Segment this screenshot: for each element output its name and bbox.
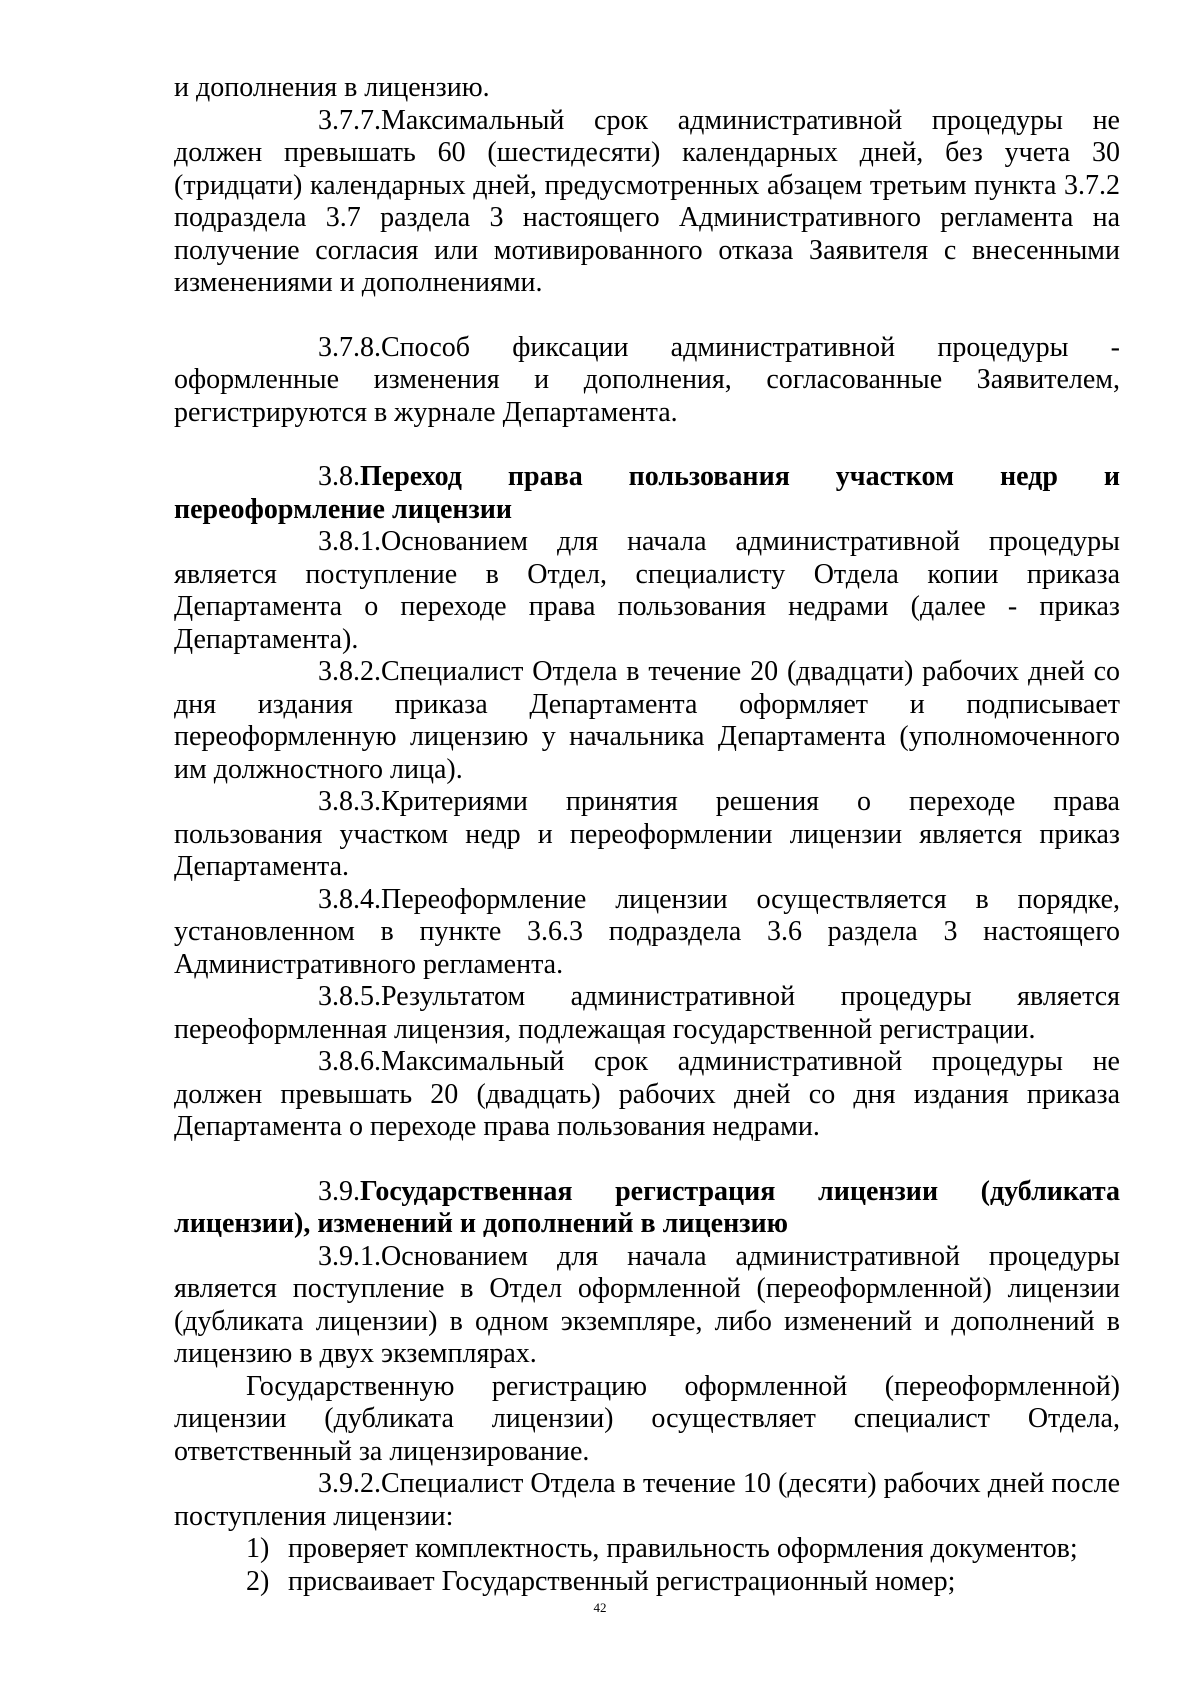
spacer <box>174 300 1120 332</box>
section-3-7-8 <box>174 332 1120 430</box>
section-3-9-2 <box>174 1468 1120 1533</box>
list-item-text: присваивает Государственный регистрационный номер; <box>288 1565 956 1597</box>
section-number: 3.8.6. <box>318 1046 381 1077</box>
section-text: Основанием для начала административной процедуры является поступление в Отдел оформленной (переоформленной) лицензии (дубликата лицензии) в одном экземпляре, либо изменений и дополнений в лицензию в двух экземплярах. <box>174 1240 1120 1369</box>
intro-paragraph <box>174 72 1120 105</box>
section-text: Максимальный срок административной процедуры не должен превышать 20 (двадцать) рабочих дней со дня издания приказа Департамента о переходе права пользования недрами. <box>174 1046 1120 1142</box>
section-number: 3.8.3. <box>318 786 381 817</box>
section-text: Критериями принятия решения о переходе права пользования участком недр и переоформлении лицензии является приказ Департамента. <box>174 786 1120 882</box>
heading-text: Переход права пользования участком недр и переоформление лицензии <box>174 461 1120 525</box>
section-text: Специалист Отдела в течение 20 (двадцати) рабочих дней со дня издания приказа Департамента оформляет и подписывает переоформленную лицензию у начальника Департамента (уполномоченного им должностного лица). <box>174 656 1120 785</box>
heading-3-8 <box>174 461 1120 526</box>
heading-text: Государственная регистрация лицензии (дубликата лицензии), изменений и дополнений в лицензию <box>174 1175 1120 1239</box>
list-marker: 1) <box>246 1533 270 1564</box>
section-text: Переоформление лицензии осуществляется в порядке, установленном в пункте 3.6.3 подраздела 3.6 раздела 3 настоящего Административного регламента. <box>174 883 1120 980</box>
section-text: Максимальный срок административной процедуры не должен превышать 60 (шестидесяти) календарных дней, без учета 30 (тридцати) календарных дней, предусмотренных абзацем третьим пункта 3.7.2 подраздела 3.7 раздела 3 настоящего Административного регламента на получение согласия или мотивированного отказа Заявителя с внесенными изменениями и дополнениями. <box>174 104 1120 298</box>
heading-number: 3.8. <box>318 461 360 492</box>
list-item <box>174 1533 1120 1566</box>
section-number: 3.7.7. <box>318 104 381 136</box>
section-number: 3.8.4. <box>318 883 381 915</box>
section-3-8-4 <box>174 884 1120 982</box>
section-text: Основанием для начала административной процедуры является поступление в Отдел, специалисту Отдела копии приказа Департамента о переходе права пользования недрами (далее - приказ Департамента). <box>174 526 1120 655</box>
section-text: Специалист Отдела в течение 10 (десяти) рабочих дней после поступления лицензии: <box>174 1468 1120 1532</box>
section-number: 3.9.1. <box>318 1240 381 1272</box>
section-3-8-1 <box>174 526 1120 656</box>
page-number: 42 <box>593 1600 607 1615</box>
list-marker: 2) <box>246 1565 270 1597</box>
list-item <box>174 1566 1120 1599</box>
section-number: 3.7.8. <box>318 331 381 363</box>
section-text: Результатом административной процедуры является переоформленная лицензия, подлежащая государственной регистрации. <box>174 981 1120 1045</box>
section-number: 3.8.5. <box>318 981 381 1012</box>
section-3-7-7 <box>174 105 1120 300</box>
section-number: 3.8.2. <box>318 656 381 687</box>
intro-text: и дополнения в лицензию. <box>174 72 490 103</box>
section-3-8-5 <box>174 981 1120 1046</box>
spacer <box>174 429 1120 461</box>
document-page <box>174 72 1120 1598</box>
spacer <box>174 1144 1120 1176</box>
section-3-9-1 <box>174 1241 1120 1371</box>
section-3-8-2 <box>174 656 1120 786</box>
section-number: 3.8.1. <box>318 526 381 557</box>
list-item-text: проверяет комплектность, правильность оформления документов; <box>288 1533 1078 1564</box>
section-3-8-3 <box>174 786 1120 884</box>
heading-3-9 <box>174 1176 1120 1241</box>
section-number: 3.9.2. <box>318 1468 381 1499</box>
section-3-8-6 <box>174 1046 1120 1144</box>
heading-number: 3.9. <box>318 1175 360 1207</box>
section-3-9-1-paragraph-2 <box>174 1371 1120 1469</box>
section-text: Способ фиксации административной процедуры - оформленные изменения и дополнения, согласованные Заявителем, регистрируются в журнале Департамента. <box>174 331 1120 428</box>
section-text: Государственную регистрацию оформленной (переоформленной) лицензии (дубликата лицензии) осуществляет специалист Отдела, ответственный за лицензирование. <box>174 1370 1120 1467</box>
